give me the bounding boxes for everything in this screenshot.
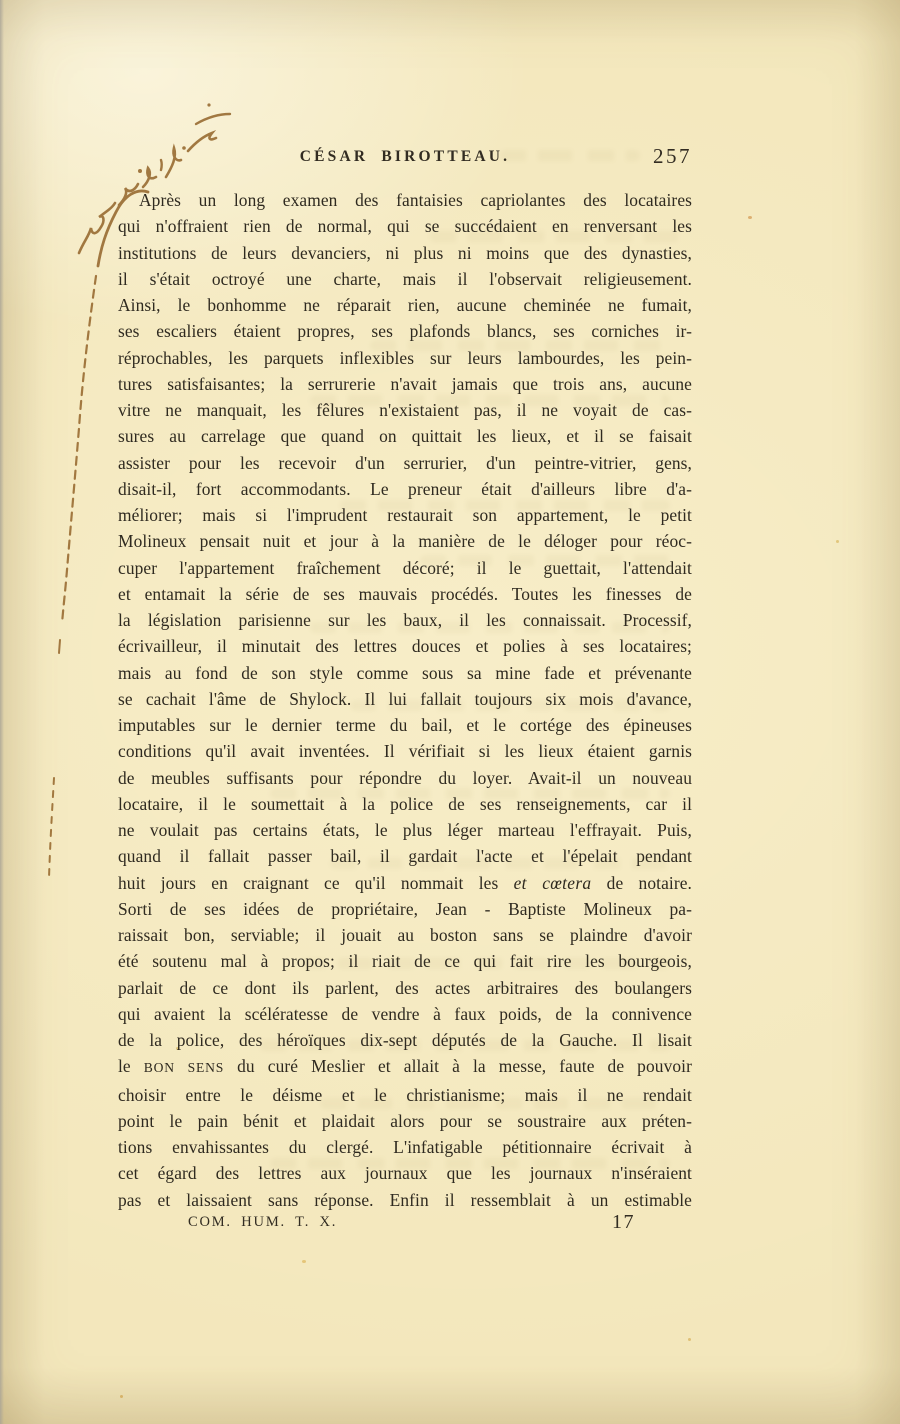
text-line: cuper l'appartement fraîchement décoré; il le guettait, l'attendait [118, 557, 692, 578]
text-line: choisir entre le déisme et le christianisme; mais il ne rendait [118, 1084, 692, 1105]
text-line: il s'était octroyé une charte, mais il l'observait religieusement. [118, 268, 692, 289]
text-line: conditions qu'il avait inventées. Il vérifiait si les lieux étaient garnis [118, 741, 692, 762]
signature-mark: COM. HUM. T. X. [188, 1214, 338, 1230]
text-line: vitre ne manquait, les fêlures n'existaient pas, il ne voyait de cas- [118, 400, 692, 420]
scan-edge [0, 0, 4, 1424]
text-line: raissait bon, serviable; il jouait au boston sans se plaindre d'avoir [118, 925, 692, 945]
text-line: locataire, il le soumettait à la police de ses renseignements, car il [118, 793, 692, 814]
text-line: de la police, des héroïques dix-sept députés de la Gauche. Il lisait [118, 1030, 692, 1050]
text-line: institutions de leurs devanciers, ni plus ni moins que des dynasties, [118, 242, 692, 263]
text-line: assister pour les recevoir d'un serrurier, d'un peintre-vitrier, gens, [118, 452, 692, 473]
text-run: du curé Meslier et allait à la messe, faute de pouvoir [224, 1056, 692, 1077]
text-line: mais au fond de son style comme sous sa mine fade et prévenante [118, 662, 692, 683]
text-line: point le pain bénit et plaidait alors pour se soustraire aux préten- [118, 1110, 692, 1131]
text-line: tures satisfaisantes; la serrurerie n'avait jamais que trois ans, aucune [118, 373, 692, 394]
paper-speck [120, 1395, 123, 1398]
body-text [118, 187, 692, 1213]
text-line: pas et laissaient sans réponse. Enfin il ressemblait à un estimable [118, 1189, 692, 1210]
text-line: qui n'offraient rien de normal, qui se succédaient en renversant les [118, 216, 692, 237]
text-line: cet égard des lettres aux journaux que les journaux n'inséraient [118, 1163, 692, 1184]
text-line: la législation parisienne sur les baux, il les connaissait. Processif, [118, 610, 692, 630]
text-line: Molineux pensait nuit et jour à la manière de le déloger pour réoc- [118, 531, 692, 552]
text-run: le [118, 1056, 144, 1077]
text-line: ne voulait pas certains états, le plus léger marteau l'effrayait. Puis, [118, 820, 692, 840]
text-line: qui avaient la scélératesse de vendre à faux poids, de la connivence [118, 1003, 692, 1024]
page-number: 257 [653, 144, 692, 168]
text-line [118, 1053, 692, 1081]
text-line: se cachait l'âme de Shylock. Il lui fallait toujours six mois d'avance, [118, 688, 692, 709]
text-line: tions envahissantes du clergé. L'infatigable pétitionnaire écrivait à [118, 1137, 692, 1157]
page-title: CÉSAR BIROTTEAU. [299, 148, 511, 165]
text-line: imputables sur le dernier terme du bail, et le cortége des épineuses [118, 715, 692, 735]
text-line: ses escaliers étaient propres, ses plafonds blancs, ses corniches ir- [118, 321, 692, 342]
paper-speck [836, 540, 839, 543]
running-head [118, 144, 692, 170]
text-line: été soutenu mal à propos; il riait de ce qui fait rire les bourgeois, [118, 951, 692, 972]
text-line: sures au carrelage que quand on quittait les lieux, et il se faisait [118, 426, 692, 447]
text-line: quand il fallait passer bail, il gardait l'acte et l'épelait pendant [118, 846, 692, 867]
text-line: méliorer; mais si l'imprudent restaurait son appartement, le petit [118, 505, 692, 525]
smallcaps-phrase: BON SENS [143, 1060, 225, 1076]
text-run: huit jours en craignant ce qu'il nommait les [118, 872, 514, 893]
text-line: Après un long examen des fantaisies capriolantes des locataires [139, 190, 692, 210]
text-line [118, 870, 692, 896]
text-line: disait-il, fort accommodants. Le preneur était d'ailleurs libre d'a- [118, 478, 692, 499]
sheet-number: 17 [612, 1211, 635, 1233]
paper-speck [302, 1260, 306, 1263]
paper-speck [688, 1338, 691, 1341]
text-line: Ainsi, le bonhomme ne réparait rien, aucune cheminée ne fumait, [118, 295, 692, 315]
text-line: réprochables, les parquets inflexibles sur leurs lambourdes, les pein- [118, 347, 692, 368]
text-line: écrivailleur, il minutait des lettres douces et polies à ses locataires; [118, 636, 692, 657]
paper-speck [748, 216, 752, 219]
italic-phrase: et cœtera [513, 872, 592, 893]
text-line: parlait de ce dont ils parlent, des actes arbitraires des boulangers [118, 977, 692, 998]
text-line: Sorti de ses idées de propriétaire, Jean - Baptiste Molineux pa- [118, 898, 692, 919]
text-line: et entamait la série de ses mauvais procédés. Toutes les finesses de [118, 583, 692, 604]
page-footer [118, 1211, 692, 1239]
text-run: de notaire. [591, 872, 692, 893]
text-line: de meubles suffisants pour répondre du loyer. Avait-il un nouveau [118, 767, 692, 788]
